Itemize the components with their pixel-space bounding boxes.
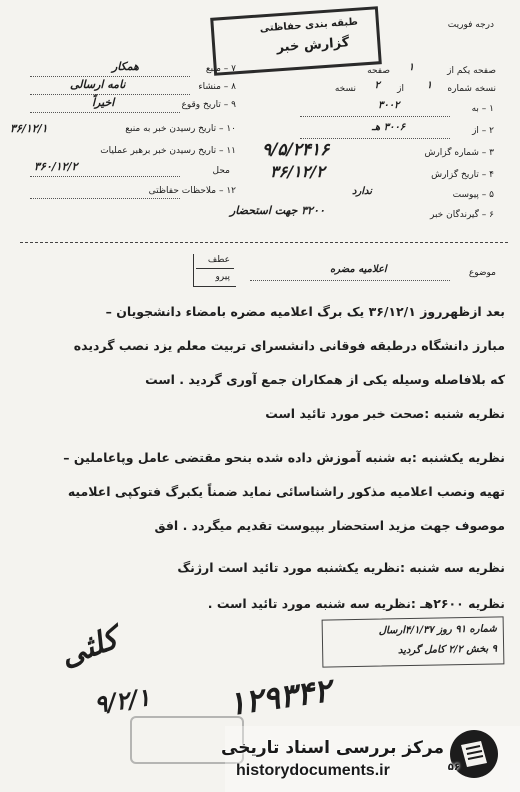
field-1-value: ۳۰۰۲ <box>378 100 400 111</box>
field-2-value: ۳۰۰۶ هـ <box>372 122 406 133</box>
field-11-sub-label: محل <box>212 166 230 176</box>
body-line: که بلافاصله وسیله یکی از همکاران جمع آوری گردید . است <box>145 372 505 387</box>
received-stamp-line-1: شماره ۹۱ روز ۴/۱/۳۷ارسال <box>378 623 497 637</box>
body-line: بعد ازظهرروز ۳۶/۱۲/۱ یک برگ اعلامیه مضره بامضاء دانشجویان – <box>105 304 505 319</box>
page-label: صفحه یکم از <box>447 66 496 76</box>
field-9-label: ۹ – تاریخ وقوع <box>181 100 236 110</box>
field-6-label: ۶ – گیرندگان خبر <box>429 210 494 220</box>
stamp-title: گزارش خبر <box>276 35 350 56</box>
handwritten-date: ۹/۲/۱ <box>92 682 152 719</box>
field-9-line <box>30 112 180 113</box>
atf-label: عطف <box>207 255 230 265</box>
field-2-line <box>300 138 450 139</box>
body-line: تهیه ونصب اعلامیه مذکور راشناسائی نماید ضمناً یکبرگ فتوکپی اعلامیه <box>67 484 505 499</box>
body-line: نظریه سه شنبه :نظریه یکشنبه مورد تائید است ارژنگ <box>177 560 505 575</box>
field-8-label: ۸ – منشاء <box>198 82 236 92</box>
subject-label: موضوع <box>468 268 496 278</box>
field-3-value: ۹/۵/۲۴۱۶ <box>262 140 330 160</box>
field-12-line <box>30 198 180 199</box>
handwritten-signature: کلثی <box>55 621 123 674</box>
copy-total: ۲ <box>374 80 380 91</box>
field-11-line <box>30 176 180 177</box>
field-5-value: ندارد <box>352 186 373 197</box>
received-stamp <box>322 616 505 667</box>
field-2-label: ۲ – از <box>472 126 494 136</box>
subject-value: اعلامیه مضره <box>330 264 387 275</box>
copy-label: نسخه شماره <box>447 84 496 94</box>
handwritten-number: ۱۲۹۳۴۲ <box>225 671 334 723</box>
copy-of: از <box>397 84 404 94</box>
received-stamp-line-2: ۹ بخش ۲/۲ کامل گردید <box>397 643 498 657</box>
watermark-site-url: historydocuments.ir <box>236 762 390 779</box>
body-line: نظریه یکشنبه :به شنبه آموزش داده شده بنحو مقتضی عامل وپاعاملین – <box>63 450 505 465</box>
field-10-value: ۳۶/۱۲/۱ <box>10 122 48 135</box>
body-line: موصوف جهت مزید استحضار بپیوست تقدیم میگردد . افق <box>154 518 505 533</box>
field-10-label: ۱۰ – تاریخ رسیدن خبر به منبع <box>125 124 236 134</box>
body-line: نظریه شنبه :صحت خبر مورد تائید است <box>265 406 505 421</box>
field-3-label: ۳ – شماره گزارش <box>424 148 494 158</box>
body-line: مبارز دانشگاه درطبقه فوقانی دانشسرای تربیت معلم یزد نصب گردیده <box>73 338 505 353</box>
field-8-value: نامه ارسالی <box>70 78 126 91</box>
watermark-page-number: ۵۶ <box>447 762 460 773</box>
field-6-value: ۳۲۰۰ جهت استحضار <box>230 204 325 217</box>
page-value: ۱ <box>408 62 414 73</box>
reference-box-rule <box>196 268 234 269</box>
field-7-label: ۷ – منبع <box>205 64 236 74</box>
peyro-label: پیرو <box>215 272 230 282</box>
field-9-value: اخیراً <box>92 96 115 109</box>
field-4-value: ۳۶/۱۲/۲ <box>270 162 325 181</box>
section-divider <box>20 242 508 243</box>
field-11-label: ۱۱ – تاریخ رسیدن خبر برهبر عملیات <box>100 146 236 156</box>
field-1-label: ۱ – به <box>471 104 494 114</box>
copy-suffix: نسخه <box>334 84 356 94</box>
field-5-label: ۵ – پیوست <box>452 190 494 200</box>
reference-box <box>193 254 236 287</box>
watermark-site-name: مرکز بررسی اسناد تاریخی <box>221 738 444 758</box>
subject-line <box>250 280 450 281</box>
field-7-value: همکار <box>112 60 139 73</box>
field-12-label: ۱۲ – ملاحظات حفاظتی <box>148 186 236 196</box>
field-1-line <box>300 116 450 117</box>
stamp-classification: طبقه بندی حفاظتی <box>259 16 359 35</box>
field-7-line <box>30 76 190 77</box>
copy-value: ۱ <box>426 80 432 91</box>
field-8-line <box>30 94 190 95</box>
field-4-label: ۴ – تاریخ گزارش <box>431 170 494 180</box>
page-suffix: صفحه <box>367 66 390 76</box>
field-11-value: ۳۶۰/۱۲/۲ <box>34 160 78 173</box>
body-line: نظریه ۲۶۰۰هـ :نظریه سه شنبه مورد تائید است . <box>207 596 505 611</box>
urgency-label: درجه فوریت <box>447 20 494 30</box>
